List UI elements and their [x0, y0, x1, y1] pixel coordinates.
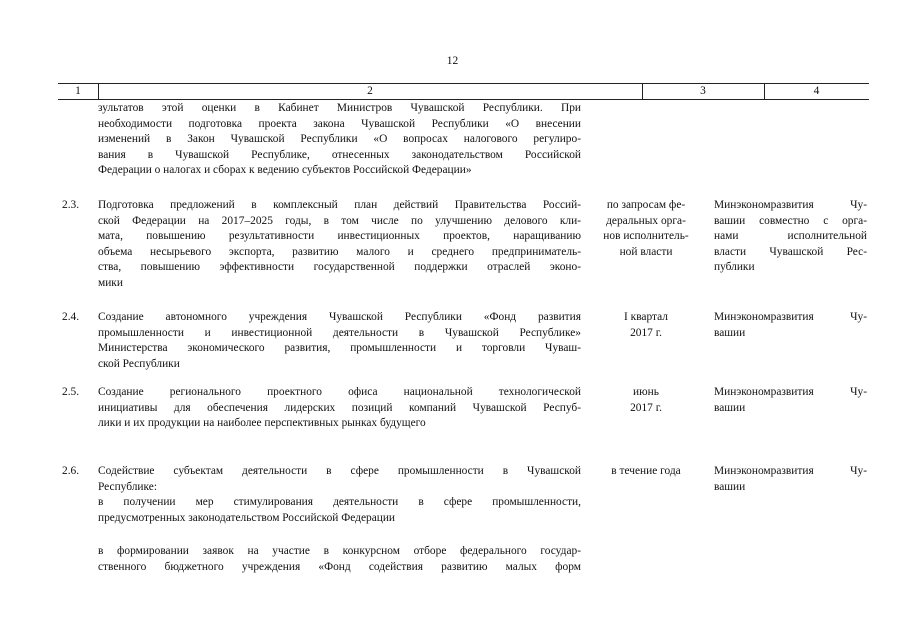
text-line: Министерства экономического развития, промышленности и торговли Чуваш- [98, 342, 581, 355]
row-responsible [714, 310, 867, 341]
text-line: Создание регионального проектного офиса национальной технологической [98, 386, 581, 398]
text-line: зультатов этой оценки в Кабинет Министров Чувашской Республики. При [98, 102, 581, 114]
text-line: в получении мер стимулирования деятельности в сфере промышленности, [98, 496, 581, 509]
text-line: публики [714, 261, 755, 274]
header-col-1: 1 [58, 84, 99, 99]
text-line: в формировании заявок на участие в конкурсном отборе федерального государ- [98, 545, 581, 557]
text-line: ной власти [619, 245, 673, 258]
row-number: 2.4. [62, 311, 80, 323]
text-line: Минэкономразвития Чу- [714, 465, 867, 477]
text-line: ства, повышению эффективности государственной поддержки отраслей эконо- [98, 261, 581, 274]
header-col-2: 2 [98, 84, 643, 99]
text-line: ственного бюджетного учреждения «Фонд содействия развитию малых форм [98, 560, 581, 573]
text-line: инициативы для обеспечения лидерских позиций компаний Чувашской Респуб- [98, 401, 581, 414]
row-description [98, 310, 581, 372]
text-line: ской Республики [98, 357, 180, 370]
table-header [58, 83, 869, 100]
text-line: предусмотренных законодательством Российской Федерации [98, 511, 396, 524]
row-term [590, 310, 702, 341]
text-line: Республике: [98, 480, 157, 493]
text-line: вашии совместно с орга- [714, 214, 867, 227]
row-term [590, 385, 702, 416]
text-line: по запросам фе- [606, 199, 686, 211]
text-line: власти Чувашской Рес- [714, 245, 867, 258]
row-number: 2.5. [62, 386, 80, 398]
text-line: лики и их продукции на наиболее перспективных рынках будущего [98, 417, 426, 430]
text-line: в течение года [611, 465, 681, 477]
text-line: вашии [714, 401, 746, 414]
text-line: необходимости подготовка проекта закона Чувашской Республики «О внесении [98, 117, 581, 130]
text-line: Содействие субъектам деятельности в сфере промышленности в Чувашской [98, 465, 581, 477]
text-line: вания в Чувашской Республике, отнесенных законодательством Российской [98, 148, 581, 161]
row-number: 2.3. [62, 199, 80, 211]
text-line: июнь [633, 386, 659, 398]
row-responsible [714, 464, 867, 495]
row-responsible [714, 385, 867, 416]
row-description [98, 464, 581, 526]
row-description [98, 385, 581, 432]
row-description [98, 198, 581, 292]
text-line: 2017 г. [630, 401, 662, 414]
text-line: вашии [714, 326, 746, 339]
text-line: Создание автономного учреждения Чувашской Республики «Фонд развития [98, 311, 581, 323]
text-line: мата, повышению результативности инвестиционных проектов, наращиванию [98, 230, 581, 243]
text-line: нов исполнитель- [603, 230, 689, 243]
text-line: I квартал [624, 311, 668, 323]
text-line: деральных орга- [606, 214, 686, 227]
text-line: нами исполнительной [714, 230, 867, 243]
header-col-3: 3 [642, 84, 765, 99]
text-line: изменений в Закон Чувашской Республики «О вопросах налогового регулиро- [98, 133, 581, 146]
row-responsible [714, 198, 867, 276]
row-number: 2.6. [62, 465, 80, 477]
text-line: Федерации о налогах и сборах к ведению субъектов Российской Федерации» [98, 164, 472, 177]
text-line: Минэкономразвития Чу- [714, 386, 867, 398]
text-line: вашии [714, 480, 746, 493]
text-line: Минэкономразвития Чу- [714, 199, 867, 211]
text-line: Подготовка предложений в комплексный план действий Правительства Россий- [98, 199, 581, 211]
row-term [590, 198, 702, 260]
text-line: мики [98, 276, 123, 289]
row-term [590, 464, 702, 480]
row-description-continued [98, 544, 581, 575]
header-col-4: 4 [813, 85, 820, 97]
page-number: 12 [446, 55, 459, 67]
text-line: объема несырьевого экспорта, развитию малого и среднего предприниматель- [98, 245, 581, 258]
text-line: 2017 г. [630, 326, 662, 339]
text-line: промышленности и инвестиционной деятельности в Чувашской Республике» [98, 326, 581, 339]
text-line: Минэкономразвития Чу- [714, 311, 867, 323]
row-continuation-description [98, 101, 581, 179]
text-line: ской Федерации на 2017–2025 годы, в том числе по улучшению делового кли- [98, 214, 581, 227]
